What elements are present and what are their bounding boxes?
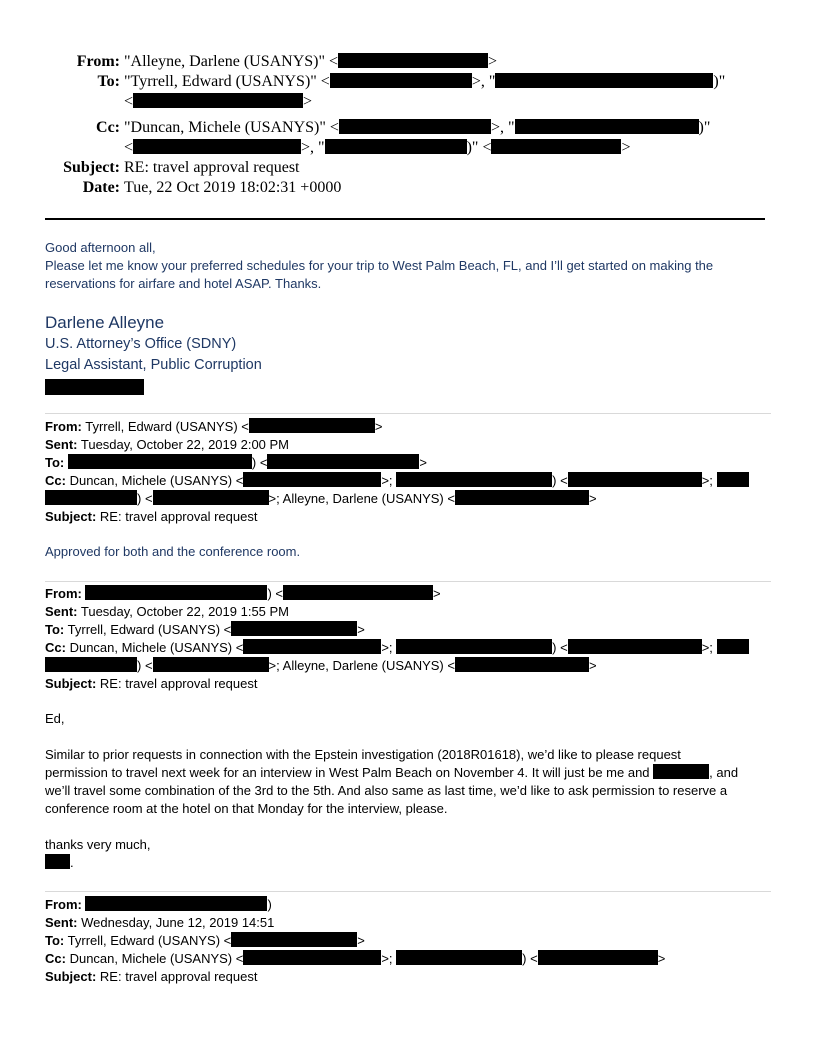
subject-value: RE: travel approval request	[99, 676, 258, 691]
redaction	[231, 932, 357, 947]
header-from-label: From:	[76, 53, 120, 70]
from-label: From:	[45, 897, 82, 912]
redaction	[325, 139, 467, 154]
from-value: Tyrrell, Edward (USANYS) <	[85, 419, 249, 434]
header-cc-row: Cc: "Duncan, Michele (USANYS)" < >, " )" < >, " )" < >	[96, 119, 711, 156]
body-line: , and	[709, 765, 739, 780]
cc-label: Cc:	[45, 951, 66, 966]
from-label: From:	[45, 419, 82, 434]
subject-label: Subject:	[45, 509, 97, 524]
body-line: we’ll travel some combination of the 3rd to the 5th. And also same as last time, we’d like to ask permission to reserve a	[45, 783, 728, 798]
signature-title: Legal Assistant, Public Corruption	[45, 357, 262, 373]
redaction	[568, 472, 702, 487]
redaction	[243, 639, 381, 654]
closing: thanks very much,	[45, 837, 151, 852]
redaction	[455, 657, 589, 672]
redaction	[491, 139, 621, 154]
quoted-header: From: ) Sent: Wednesday, June 12, 2019 14:51 To: Tyrrell, Edward (USANYS) < > Cc: Duncan, Michele (USANYS) < >; ) < > Subject: RE: travel approval request	[45, 897, 666, 984]
to-value: Tyrrell, Edward (USANYS) <	[67, 933, 232, 948]
redaction	[45, 657, 137, 672]
sent-label: Sent:	[45, 437, 78, 452]
salutation: Ed,	[45, 711, 65, 726]
subject-label: Subject:	[45, 676, 97, 691]
header-subject-label: Subject:	[63, 159, 120, 176]
subject-value: RE: travel approval request	[99, 509, 258, 524]
signature	[45, 312, 262, 397]
subject-value: RE: travel approval request	[99, 969, 258, 984]
redaction	[538, 950, 658, 965]
body-line: permission to travel next week for an interview in West Palm Beach on November 4. It will just be me and	[45, 765, 650, 780]
header-subject-value: RE: travel approval request	[124, 159, 300, 176]
separator	[45, 413, 771, 414]
redaction	[717, 639, 749, 654]
message-body: Ed, Similar to prior requests in connection with the Epstein investigation (2018R01618), we’d like to please request permission to travel next week for an interview in West Palm Beach on November 4. It will just be me and , and we’ll travel some combination of the 3rd to the 5th. And also same as last time, we’d like to ask permission to reserve a conference room at the hotel on that Monday for the interview, please. thanks very much, .	[45, 710, 771, 872]
header-date-value: Tue, 22 Oct 2019 18:02:31 +0000	[124, 179, 342, 196]
message-text: Please let me know your preferred schedules for your trip to West Palm Beach, FL, and I’ll get started on making the reservations for airfare and hotel ASAP. Thanks.	[45, 258, 714, 291]
redaction	[396, 472, 552, 487]
redaction	[85, 896, 267, 911]
cc-value: Duncan, Michele (USANYS) <	[69, 640, 244, 655]
cc-alleyne: ; Alleyne, Darlene (USANYS) <	[276, 658, 455, 673]
redaction	[243, 950, 381, 965]
redaction	[133, 93, 303, 108]
redaction	[717, 472, 749, 487]
greeting: Good afternoon all,	[45, 240, 156, 255]
redaction	[396, 639, 552, 654]
message-text: Approved for both and the conference room.	[45, 544, 301, 559]
redaction	[231, 621, 357, 636]
header-from-value: "Alleyne, Darlene (USANYS)" <	[124, 53, 339, 70]
header-divider	[45, 218, 765, 220]
sent-value: Wednesday, June 12, 2019 14:51	[81, 915, 275, 930]
redaction	[153, 657, 269, 672]
redaction	[455, 490, 589, 505]
header-date-label: Date:	[82, 179, 120, 196]
sent-value: Tuesday, October 22, 2019 1:55 PM	[80, 604, 290, 619]
separator	[45, 581, 771, 582]
header-subject-row	[0, 158, 816, 178]
cc-value: Duncan, Michele (USANYS) <	[69, 951, 244, 966]
header-to-label: To:	[97, 73, 120, 90]
to-label: To:	[45, 933, 65, 948]
redaction	[45, 379, 144, 395]
subject-label: Subject:	[45, 969, 97, 984]
cc-alleyne: ; Alleyne, Darlene (USANYS) <	[276, 491, 455, 506]
header-to-row: To: "Tyrrell, Edward (USANYS)" < >, " )" < >	[97, 73, 726, 110]
to-value: Tyrrell, Edward (USANYS) <	[67, 622, 232, 637]
redaction	[330, 73, 472, 88]
cc-value: Duncan, Michele (USANYS) <	[69, 473, 244, 488]
redaction	[495, 73, 713, 88]
header-date-row	[0, 178, 816, 198]
sent-label: Sent:	[45, 604, 78, 619]
sent-label: Sent:	[45, 915, 78, 930]
redaction	[68, 454, 252, 469]
redaction	[515, 119, 699, 134]
quoted-header: From: Tyrrell, Edward (USANYS) < > Sent: Tuesday, October 22, 2019 2:00 PM To: ) < > Cc: Duncan, Michele (USANYS) < >; ) < >; ) < >; Alleyne, Darlene (USANYS) < > Subject: RE: travel approval request	[45, 418, 771, 526]
signature-name: Darlene Alleyne	[45, 313, 165, 332]
redaction	[267, 454, 419, 469]
redaction	[653, 764, 709, 779]
redaction	[45, 854, 70, 869]
cc-label: Cc:	[45, 640, 66, 655]
redaction	[339, 119, 491, 134]
body-line: conference room at the hotel on that Monday for the interview, please.	[45, 801, 448, 816]
signature-office: U.S. Attorney’s Office (SDNY)	[45, 336, 237, 352]
redaction	[568, 639, 702, 654]
email-header	[0, 52, 816, 198]
redaction	[153, 490, 269, 505]
redaction	[396, 950, 522, 965]
header-from-row: From: "Alleyne, Darlene (USANYS)" < >	[76, 53, 498, 70]
redaction	[283, 585, 433, 600]
redaction	[243, 472, 381, 487]
redaction	[249, 418, 375, 433]
redaction	[85, 585, 267, 600]
sent-value: Tuesday, October 22, 2019 2:00 PM	[80, 437, 290, 452]
header-cc-value: "Duncan, Michele (USANYS)" <	[124, 119, 339, 136]
header-to-value: "Tyrrell, Edward (USANYS)" <	[124, 73, 330, 90]
to-label: To:	[45, 622, 65, 637]
body-line: Similar to prior requests in connection with the Epstein investigation (2018R01618), we’d like to please request	[45, 747, 681, 762]
from-label: From:	[45, 586, 82, 601]
quoted-header: From: ) < > Sent: Tuesday, October 22, 2019 1:55 PM To: Tyrrell, Edward (USANYS) < > Cc: Duncan, Michele (USANYS) < >; ) < >; ) < >; Alleyne, Darlene (USANYS) < > Subject: RE: travel approval request	[45, 585, 771, 693]
separator	[45, 891, 771, 892]
message-body	[45, 239, 771, 293]
redaction	[45, 490, 137, 505]
redaction	[133, 139, 301, 154]
redaction	[338, 53, 488, 68]
cc-label: Cc:	[45, 473, 66, 488]
to-label: To:	[45, 455, 65, 470]
header-cc-label: Cc:	[96, 119, 120, 136]
